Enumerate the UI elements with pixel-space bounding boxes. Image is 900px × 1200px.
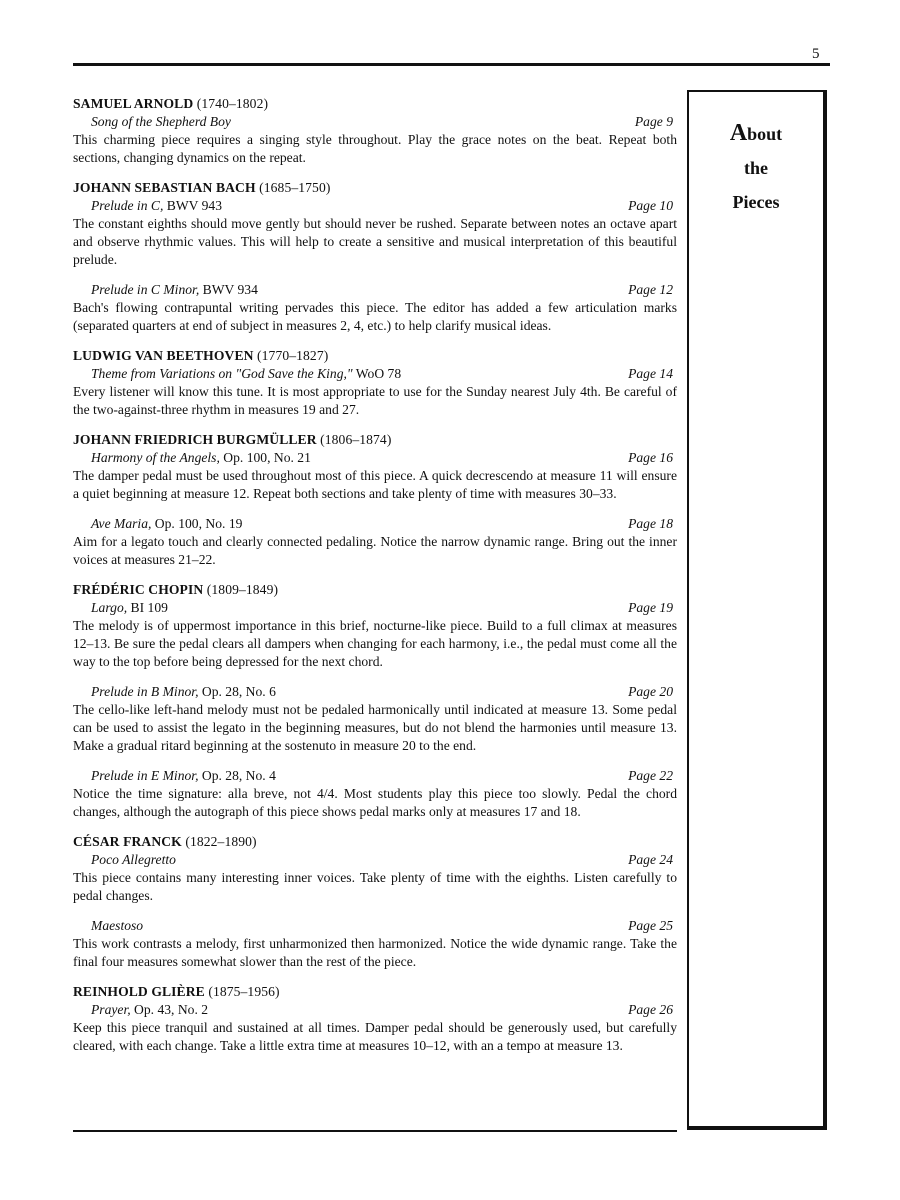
piece-entry [73,431,677,503]
piece-page: Page 14 [628,366,673,381]
pieces-content [73,95,677,1067]
piece-page: Page 24 [628,852,673,867]
page-number: 5 [812,46,820,62]
piece-line [73,683,677,701]
piece-line [73,767,677,785]
sidebar-line2: the [744,158,768,178]
composer-heading [73,581,677,599]
piece-heading [91,197,222,215]
piece-heading [91,599,168,617]
piece-entry [73,281,677,335]
piece-line [73,197,677,215]
piece-entry [73,833,677,905]
piece-page: Page 10 [628,198,673,213]
piece-heading [91,683,276,701]
composer-dates: (1809–1849) [206,582,279,597]
piece-line [73,851,677,869]
piece-heading [91,515,242,533]
piece-heading [91,281,258,299]
piece-title: Poco Allegretto [91,852,176,867]
piece-title: Harmony of the Angels, [91,450,220,465]
piece-entry [73,581,677,671]
piece-line [73,113,677,131]
composer-name: CÉSAR FRANCK [73,834,182,849]
piece-heading [91,767,276,785]
bottom-rule [73,1130,677,1132]
piece-title: Prayer, [91,1002,131,1017]
composer-name: JOHANN SEBASTIAN BACH [73,180,256,195]
piece-catalog: Op. 43, No. 2 [130,1002,209,1017]
about-the-pieces-box [687,90,827,1130]
piece-title: Prelude in B Minor, [91,684,199,699]
composer-dates: (1806–1874) [320,432,392,447]
piece-entry [73,917,677,971]
piece-catalog: Op. 28, No. 6 [198,684,276,699]
composer-dates: (1822–1890) [185,834,257,849]
composer-name: REINHOLD GLIÈRE [73,984,205,999]
composer-heading [73,833,677,851]
piece-line [73,917,677,935]
piece-entry [73,515,677,569]
piece-description: Keep this piece tranquil and sustained at all times. Damper pedal should be generously used, but carefully cleared, with each change. Take a little extra time at measures 10–12, with an a tempo at measure 13. [73,1020,677,1053]
piece-page: Page 9 [634,114,673,129]
piece-description: This charming piece requires a singing style throughout. Play the grace notes on the beat. Repeat both sections, changing dynamics on the repeat. [73,132,677,165]
piece-page: Page 19 [628,600,673,615]
piece-title: Song of the Shepherd Boy [91,114,231,129]
piece-entry [73,95,677,167]
composer-heading [73,431,677,449]
piece-line [73,599,677,617]
piece-heading [91,365,401,383]
piece-title: Prelude in C Minor, [91,282,200,297]
piece-page: Page 12 [628,282,673,297]
piece-page: Page 16 [628,450,673,465]
piece-description: The constant eighths should move gently but should never be rushed. Separate between notes an octave apart and observe rhythmic values. This will help to create a sensitive and musical interpretation of this beautiful prelude. [73,216,677,267]
composer-name: LUDWIG VAN BEETHOVEN [73,348,254,363]
piece-catalog: Op. 28, No. 4 [198,768,276,783]
piece-title: Largo, [91,600,128,615]
piece-heading [91,917,143,935]
piece-line [73,449,677,467]
piece-entry [73,767,677,821]
piece-line [73,515,677,533]
composer-heading [73,347,677,365]
composer-dates: (1740–1802) [196,96,269,111]
composer-dates: (1875–1956) [208,984,280,999]
piece-description: This work contrasts a melody, first unharmonized then harmonized. Notice the wide dynamic range. Take the final four measures somewhat slower than the rest of the piece. [73,936,677,969]
piece-description: Notice the time signature: alla breve, not 4/4. Most students play this piece too slowly. Pedal the chord changes, although the autograph of this piece shows pedal marks only at measures 17 and 18. [73,786,677,819]
piece-description: Aim for a legato touch and clearly connected pedaling. Notice the narrow dynamic range. Bring out the inner voices at measures 21–22. [73,534,677,567]
piece-catalog: BWV 934 [199,282,258,297]
piece-catalog: Op. 100, No. 21 [219,450,311,465]
composer-dates: (1770–1827) [257,348,329,363]
composer-heading [73,983,677,1001]
composer-name: JOHANN FRIEDRICH BURGMÜLLER [73,432,317,447]
piece-heading [91,851,176,869]
sidebar-initial: A [729,120,748,146]
sidebar-line3: Pieces [732,192,780,212]
composer-heading [73,95,677,113]
piece-description: Bach's flowing contrapuntal writing pervades this piece. The editor has added a few articulation marks (separated quarters at end of subject in measures 2, 4, etc.) to help clarify musical ideas. [73,300,677,333]
piece-description: This piece contains many interesting inner voices. Take plenty of time with the eighths. Listen carefully to pedal changes. [73,870,677,903]
piece-entry [73,347,677,419]
piece-entry [73,683,677,755]
piece-line [73,365,677,383]
top-rule [73,63,830,66]
piece-title: Ave Maria, [91,516,152,531]
piece-catalog: BI 109 [127,600,168,615]
piece-catalog: WoO 78 [352,366,402,381]
piece-description: Every listener will know this tune. It is most appropriate to use for the Sunday nearest July 4th. Be careful of the two-against-three rhythm in measures 19 and 27. [73,384,677,417]
piece-heading [91,1001,208,1019]
sidebar-line1: bout [747,124,783,144]
piece-page: Page 26 [628,1002,673,1017]
piece-heading [91,113,231,131]
composer-name: SAMUEL ARNOLD [73,96,194,111]
piece-catalog: Op. 100, No. 19 [151,516,243,531]
piece-title: Prelude in E Minor, [91,768,199,783]
piece-page: Page 18 [628,516,673,531]
piece-title: Theme from Variations on "God Save the King," [91,366,353,381]
composer-dates: (1685–1750) [259,180,331,195]
piece-catalog: BWV 943 [163,198,223,213]
piece-heading [91,449,311,467]
piece-description: The melody is of uppermost importance in this brief, nocturne-like piece. Build to a full climax at measures 12–13. Be sure the pedal clears all dampers when changing for each harmony, i.e., the pedal must come all the way to the top before being depressed for the next chord. [73,618,677,669]
piece-page: Page 22 [628,768,673,783]
piece-line [73,281,677,299]
composer-name: FRÉDÉRIC CHOPIN [73,582,204,597]
piece-page: Page 20 [628,684,673,699]
about-the-pieces-title [689,116,823,219]
piece-page: Page 25 [628,918,673,933]
piece-description: The damper pedal must be used throughout most of this piece. A quick decrescendo at measure 11 will ensure a quiet beginning at measure 12. Repeat both sections and take plenty of time with measures 30–33. [73,468,677,501]
piece-entry [73,983,677,1055]
piece-entry [73,179,677,269]
composer-heading [73,179,677,197]
piece-line [73,1001,677,1019]
piece-title: Prelude in C, [91,198,164,213]
piece-title: Maestoso [91,918,144,933]
piece-description: The cello-like left-hand melody must not be pedaled harmonically until indicated at measure 13. Some pedal can be used to assist the legato in the beginning measures, but do not blend the harmonies until measure 13. Make a gradual ritard beginning at the sostenuto in measure 20 to the end. [73,702,677,753]
